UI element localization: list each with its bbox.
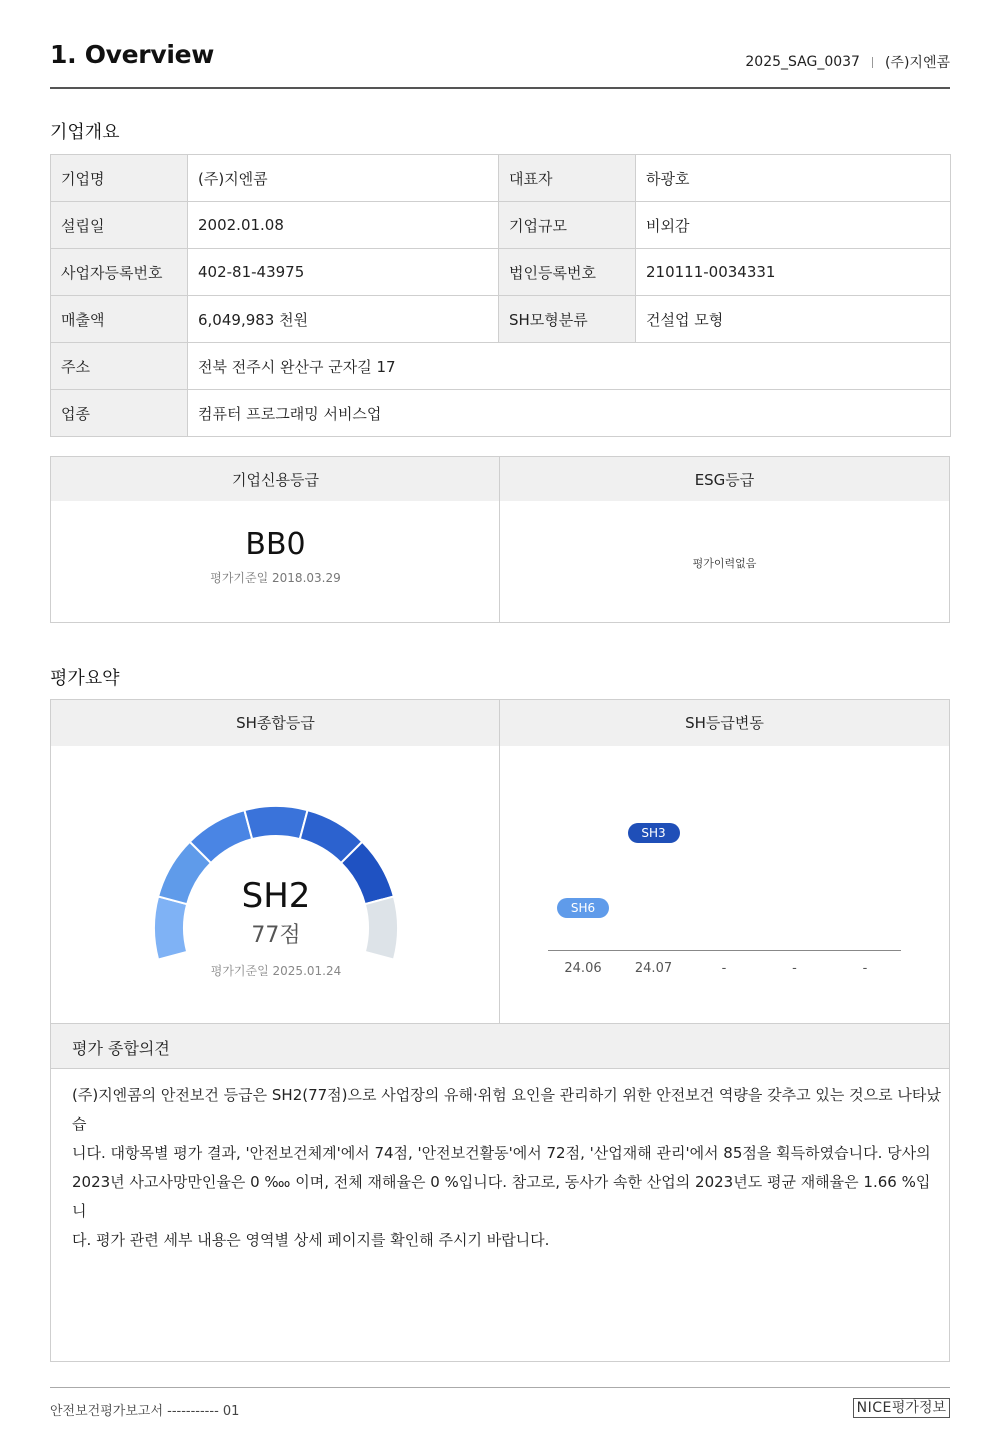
change-chart-tick-label: 24.06 xyxy=(564,961,602,976)
value-ceo: 하광호 xyxy=(636,155,951,202)
opinion-line: 다. 평가 관련 세부 내용은 영역별 상세 페이지를 확인해 주시기 바랍니다. xyxy=(72,1231,550,1249)
value-corp-reg: 210111-0034331 xyxy=(636,249,951,296)
credit-grade-date: 평가기준일 2018.03.29 xyxy=(210,571,341,585)
ratings-box xyxy=(50,456,950,623)
table-row xyxy=(51,202,951,249)
sh-change-head: SH등급변동 xyxy=(685,714,764,732)
value-revenue: 6,049,983 천원 xyxy=(188,296,499,343)
esg-grade-value: 평가이력없음 xyxy=(692,557,757,570)
change-chart-tick-label: - xyxy=(792,961,797,976)
header-rule xyxy=(50,87,950,89)
value-company-name: (주)지엔콤 xyxy=(188,155,499,202)
summary-section-title: 평가요약 xyxy=(50,668,120,689)
logo-text: 평가정보 xyxy=(891,1400,946,1416)
logo-brand: NICE xyxy=(856,1400,892,1416)
opinion-body xyxy=(72,1081,942,1255)
label-company-size: 기업규모 xyxy=(499,202,636,249)
header-separator xyxy=(872,57,873,68)
label-sh-model: SH모형분류 xyxy=(499,296,636,343)
esg-grade-head: ESG등급 xyxy=(694,471,755,489)
table-row xyxy=(51,155,951,202)
doc-code: 2025_SAG_0037 xyxy=(745,54,860,70)
label-company-name: 기업명 xyxy=(51,155,188,202)
label-address: 주소 xyxy=(51,343,188,390)
label-corp-reg: 법인등록번호 xyxy=(499,249,636,296)
header-meta xyxy=(745,52,950,72)
table-row xyxy=(51,390,951,437)
table-row xyxy=(51,249,951,296)
footer-report-name: 안전보건평가보고서 ----------- 01 xyxy=(50,1404,240,1419)
value-company-size: 비외감 xyxy=(636,202,951,249)
opinion-line: 니다. 대항목별 평가 결과, '안전보건체계'에서 74점, '안전보건활동'에서 72점, '산업재해 관리'에서 85점을 획득하였습니다. 당사의 xyxy=(72,1144,931,1162)
summary-divider xyxy=(499,700,500,1023)
header-company: (주)지엔콤 xyxy=(884,55,950,71)
label-ceo: 대표자 xyxy=(499,155,636,202)
label-revenue: 매출액 xyxy=(51,296,188,343)
credit-grade-head: 기업신용등급 xyxy=(232,471,319,489)
change-chart-tick-label: - xyxy=(721,961,727,976)
label-founded: 설립일 xyxy=(51,202,188,249)
footer-rule xyxy=(50,1387,950,1388)
sh-grade-value: SH2 xyxy=(241,876,311,916)
table-row xyxy=(51,296,951,343)
credit-grade-value: BB0 xyxy=(245,527,306,562)
opinion-line: (주)지엔콤의 안전보건 등급은 SH2(77점)으로 사업장의 유해·위험 요인을 관리하기 위한 안전보건 역량을 갖추고 있는 것으로 나타났습 xyxy=(72,1086,941,1133)
value-founded: 2002.01.08 xyxy=(188,202,499,249)
overview-table xyxy=(50,154,951,437)
gauge-segment xyxy=(244,806,307,839)
page-title: 1. Overview xyxy=(50,40,215,69)
opinion-title: 평가 종합의견 xyxy=(72,1039,170,1058)
sh-grade-date: 평가기준일 2025.01.24 xyxy=(210,964,342,978)
change-chart-point: SH3 xyxy=(628,823,680,843)
value-address: 전북 전주시 완산구 군자길 17 xyxy=(188,343,951,390)
value-sh-model: 건설업 모형 xyxy=(636,296,951,343)
change-chart-axis xyxy=(548,950,901,951)
sh-total-head: SH종합등급 xyxy=(236,714,315,732)
value-industry: 컴퓨터 프로그래밍 서비스업 xyxy=(188,390,951,437)
opinion-header xyxy=(51,1023,949,1069)
label-industry: 업종 xyxy=(51,390,188,437)
overview-section-title: 기업개요 xyxy=(50,122,120,143)
opinion-line: 2023년 사고사망만인율은 0 ‱ 이며, 전체 재해율은 0 %입니다. 참고로, 동사가 속한 산업의 2023년도 평균 재해율은 1.66 %입니 xyxy=(72,1173,931,1220)
change-chart-tick-label: 24.07 xyxy=(634,961,673,976)
label-business-reg: 사업자등록번호 xyxy=(51,249,188,296)
sh-score-value: 77점 xyxy=(251,923,301,948)
table-row xyxy=(51,343,951,390)
change-chart-tick-label: - xyxy=(862,961,868,976)
value-business-reg: 402-81-43975 xyxy=(188,249,499,296)
change-chart-point: SH6 xyxy=(557,898,609,918)
nice-logo xyxy=(853,1398,950,1418)
